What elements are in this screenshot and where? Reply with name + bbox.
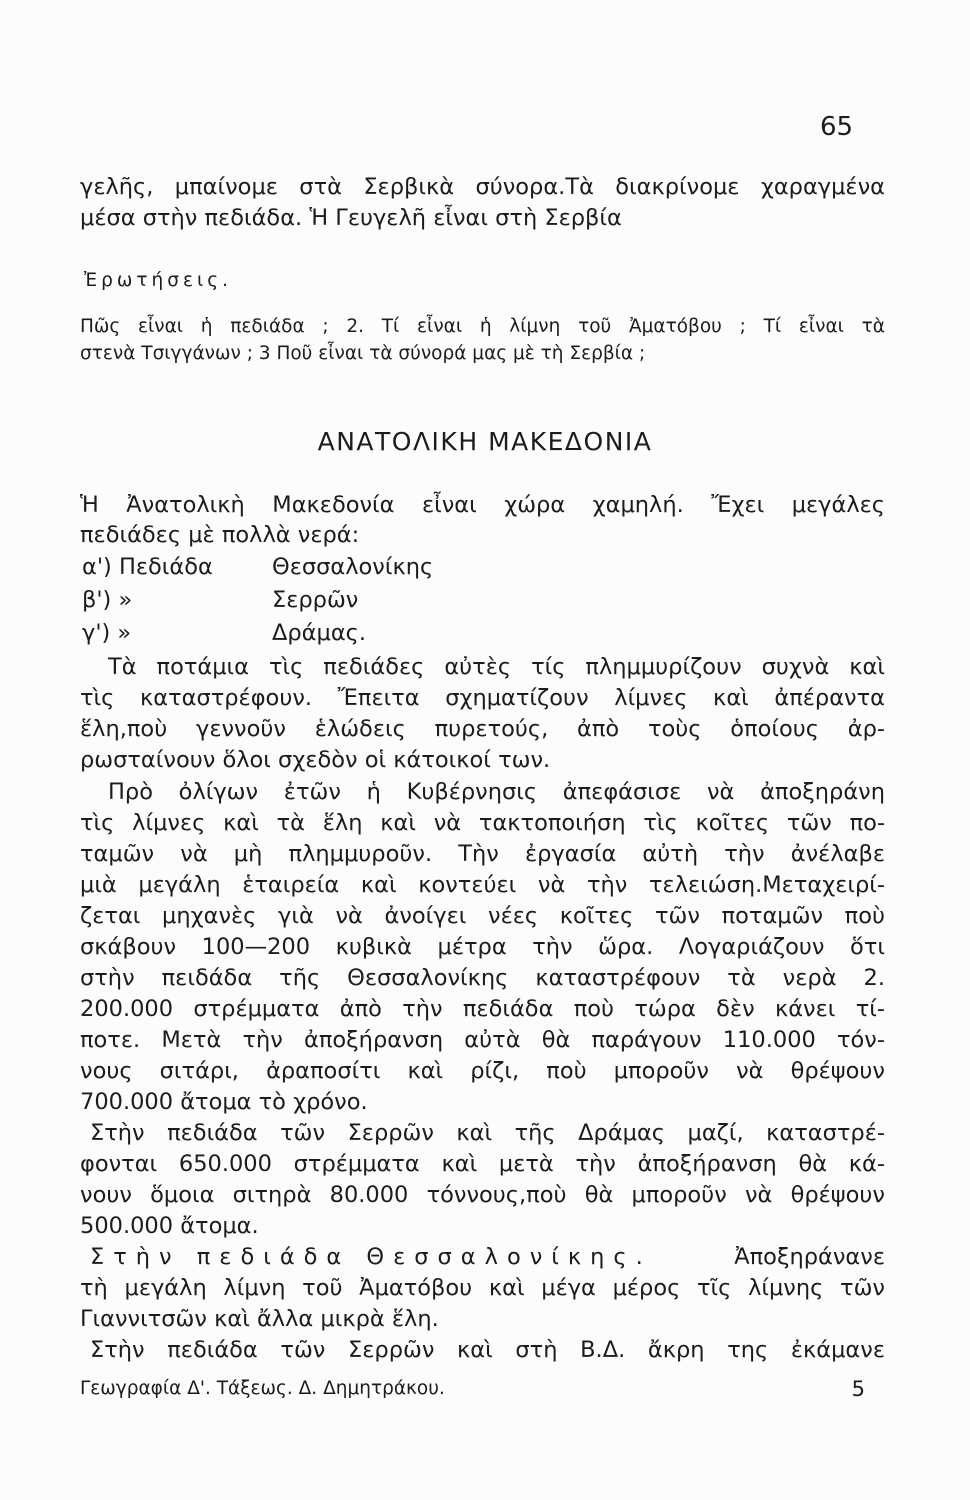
body-line: 200.000 στρέμματα ἀπὸ τὴν πεδιάδα ποὺ τώρα δὲν κάνει τί- <box>80 996 885 1022</box>
page-footer <box>80 1376 865 1402</box>
intro-line-1: γελῆς, μπαίνομε στὰ Σερβικὰ σύνορα.Τὰ διακρίνομε χαραγμένα <box>80 174 885 200</box>
body-line: στὴν πειδάδα τῆς Θεσσαλονίκης καταστρέφουν τὰ νερὰ 2. <box>80 965 885 991</box>
body-line: ταμῶν νὰ μὴ πλημμυροῦν. Τὴν ἐργασία αὐτὴ τὴν ἀνέλαβε <box>80 841 885 867</box>
body-line: σκάβουν 100—200 κυβικὰ μέτρα τὴν ὥρα. Λογαριάζουν ὅτι <box>80 934 885 960</box>
plain-name: Θεσσαλονίκης <box>272 554 434 580</box>
subheading-rest: Ἀποξηράνανε <box>734 1244 885 1270</box>
questions-line-2: στενὰ Τσιγγάνων ; 3 Ποῦ εἶναι τὰ σύνορά μας μὲ τὴ Σερβία ; <box>80 343 646 364</box>
plain-label: α') Πεδιάδα <box>82 554 213 580</box>
body-line: ρωσταίνουν ὅλοι σχεδὸν οἱ κάτοικοί των. <box>80 747 551 773</box>
body-line: Στὴν πεδιάδα τῶν Σερρῶν καὶ τῆς Δράμας μαζί, καταστρέ- <box>90 1120 885 1146</box>
body-line: Τὰ ποτάμια τὶς πεδιάδες αὐτὲς τίς πλημμυρίζουν συχνὰ καὶ <box>108 654 885 680</box>
body-line: ποτε. Μετὰ τὴν ἀποξήρανση αὐτὰ θὰ παράγουν 110.000 τόν- <box>80 1027 885 1053</box>
plain-name: Σερρῶν <box>272 587 359 613</box>
questions-header: Ἐρωτήσεις. <box>84 270 232 291</box>
body-line: μιὰ μεγάλη ἑταιρεία καὶ κοντεύει νὰ τὴν τελειώση.Μεταχειρί- <box>80 872 885 898</box>
body-line: νουν ὅμοια σιτηρὰ 80.000 τόννους,ποὺ θὰ μποροῦν νὰ θρέψουν <box>80 1182 885 1208</box>
subheading-line <box>90 1242 885 1272</box>
questions-line-1: Πῶς εἶναι ἡ πεδιάδα ; 2. Τί εἶναι ἡ λίμνη τοῦ Ἀματόβου ; Τί εἶναι τὰ <box>80 316 885 337</box>
body-line: 500.000 ἄτομα. <box>80 1213 259 1239</box>
body-line: ἕλη,ποὺ γεννοῦν ἑλώδεις πυρετούς, ἀπὸ τοὺς ὁποίους ἀρ- <box>80 716 885 742</box>
body-line: Πρὸ ὀλίγων ἐτῶν ἡ Κυβέρνησις ἀπεφάσισε νὰ ἀποξηράνη <box>108 779 885 805</box>
tail-line: Στὴν πεδιάδα τῶν Σερρῶν καὶ στὴ Β.Δ. ἄκρη της ἐκάμανε <box>90 1337 885 1363</box>
tail-line: τὴ μεγάλη λίμνη τοῦ Ἀματόβου καὶ μέγα μέρος τῖς λίμνης τῶν <box>80 1275 885 1301</box>
intro-line-2: μέσα στὴν πεδιάδα. Ἡ Γευγελῆ εἶναι στὴ Σερβία <box>80 205 622 231</box>
section-intro-line-2: πεδιάδες μὲ πολλὰ νερά: <box>80 522 360 548</box>
body-line: 700.000 ἄτομα τὸ χρόνο. <box>80 1089 368 1115</box>
subheading-spaced: Στὴν πεδιάδα Θεσσαλονίκης. <box>90 1244 652 1270</box>
section-title: ΑΝΑΤΟΛΙΚΗ ΜΑΚΕΔΟΝΙΑ <box>317 427 653 456</box>
body-line: τὶς λίμνες καὶ τὰ ἕλη καὶ νὰ τακτοποιήση τὶς κοῖτες τῶν πο- <box>80 810 885 836</box>
page-number: 65 <box>820 112 854 142</box>
body-line: ζεται μηχανὲς γιὰ νὰ ἀνοίγει νέες κοῖτες τῶν ποταμῶν ποὺ <box>80 903 885 929</box>
body-line: τὶς καταστρέφουν. Ἔπειτα σχηματίζουν λίμνες καὶ ἀπέραντα <box>80 685 885 711</box>
body-line: φονται 650.000 στρέμματα καὶ μετὰ τὴν ἀποξήρανση θὰ κά- <box>80 1151 885 1177</box>
plain-name: Δράμας. <box>272 620 367 646</box>
plain-label: γ') » <box>82 620 132 646</box>
tail-line: Γιαννιτσῶν καὶ ἄλλα μικρὰ ἕλη. <box>80 1306 439 1332</box>
plain-label: β') » <box>82 587 133 613</box>
section-intro-line-1: Ἡ Ἀνατολικὴ Μακεδονία εἶναι χώρα χαμηλή. Ἔχει μεγάλες <box>80 492 885 518</box>
body-line: νους σιτάρι, ἀραποσίτι καὶ ρίζι, ποὺ μποροῦν νὰ θρέψουν <box>80 1058 885 1084</box>
footer-text: Γεωγραφία Δ'. Τάξεως. Δ. Δημητράκου. <box>80 1378 445 1399</box>
signature-mark: 5 <box>851 1377 865 1401</box>
